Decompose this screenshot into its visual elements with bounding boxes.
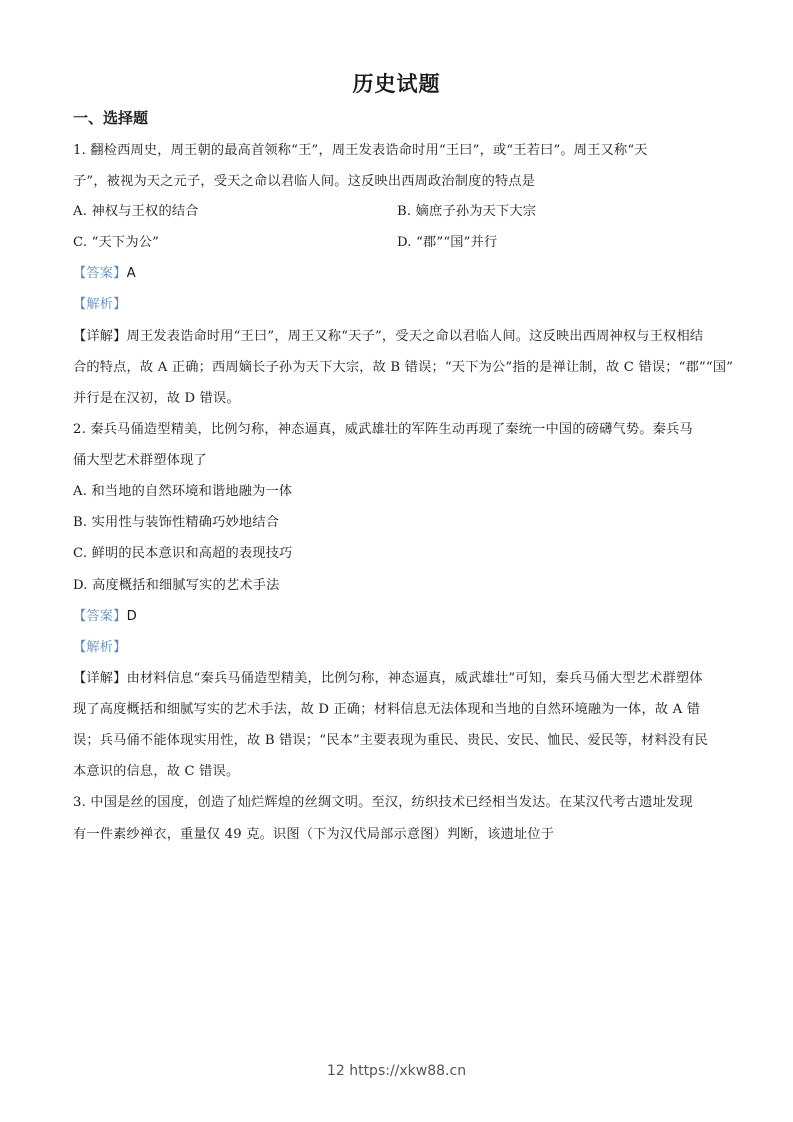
question-1-option-b: B. 嫡庶子孙为天下大宗: [397, 204, 537, 219]
answer-value: D: [126, 609, 137, 624]
section-heading: 一、选择题: [73, 109, 149, 127]
question-1-stem-line-1: 1. 翻检西周史，周王朝的最高首领称“王”，周王发表诰命时用“王曰”，或“王若曰”。周王又称“天: [73, 143, 648, 158]
page-footer: [0, 1063, 793, 1079]
question-1-detail-line-3: 并行是在汉初，故 D 错误。: [73, 391, 240, 406]
question-1-option-d: D. “郡”“国”并行: [397, 235, 498, 250]
analysis-label: 【解析】: [73, 297, 127, 312]
detail-text: 由材料信息“秦兵马俑造型精美，比例匀称，神态逼真，威武雄壮”可知，秦兵马俑大型艺术群塑体: [126, 671, 703, 686]
question-1-option-a: A. 神权与王权的结合: [73, 204, 199, 219]
question-2-option-a: A. 和当地的自然环境和谐地融为一体: [73, 484, 293, 499]
analysis-label: 【解析】: [73, 640, 127, 655]
detail-label: 【详解】: [73, 671, 127, 686]
question-1-detail-line-1: [73, 327, 723, 347]
question-2-option-b: B. 实用性与装饰性精确巧妙地结合: [73, 515, 280, 530]
question-2-stem-line-2: 俑大型艺术群塑体现了: [73, 453, 207, 468]
question-2-detail-line-4: 本意识的信息，故 C 错误。: [73, 764, 240, 779]
detail-label: 【详解】: [73, 329, 127, 344]
footer-url: https://xkw88.cn: [349, 1063, 467, 1079]
question-3-stem-line-2: 有一件素纱禅衣，重量仅 49 克。识图（下为汉代局部示意图）判断，该遗址位于: [73, 827, 555, 842]
question-1-answer: [73, 264, 723, 284]
question-2-option-c: C. 鲜明的民本意识和高超的表现技巧: [73, 546, 293, 561]
page-title: 历史试题: [352, 72, 441, 96]
question-1-detail-line-2: 合的特点，故 A 正确；西周嫡长子孙为天下大宗，故 B 错误；“天下为公”指的是禅让制，故 C 错误；“郡”“国”: [73, 360, 734, 375]
question-2-analysis-label: [73, 638, 723, 658]
question-2-detail-line-3: 误；兵马俑不能体现实用性，故 B 错误；“民本”主要表现为重民、贵民、安民、恤民、爱民等，材料没有民: [73, 733, 708, 748]
question-1-stem-line-2: 子”，被视为天之元子，受天之命以君临人间。这反映出西周政治制度的特点是: [73, 174, 536, 189]
answer-label: 【答案】: [73, 609, 127, 624]
answer-value: A: [126, 266, 136, 281]
question-1-option-c: C. “天下为公”: [73, 235, 160, 250]
question-1-analysis-label: [73, 295, 723, 315]
page-number: 12: [326, 1063, 345, 1079]
question-2-answer: [73, 607, 723, 627]
question-2-detail-line-1: [73, 669, 723, 689]
question-2-stem-line-1: 2. 秦兵马俑造型精美，比例匀称，神态逼真，威武雄壮的军阵生动再现了秦统一中国的磅礴气势。秦兵马: [73, 422, 693, 437]
answer-label: 【答案】: [73, 266, 127, 281]
question-2-option-d: D. 高度概括和细腻写实的艺术手法: [73, 578, 280, 593]
question-2-detail-line-2: 现了高度概括和细腻写实的艺术手法，故 D 正确；材料信息无法体现和当地的自然环境融为一体，故 A 错: [73, 702, 701, 717]
detail-text: 周王发表诰命时用“王曰”，周王又称“天子”，受天之命以君临人间。这反映出西周神权与王权相结: [126, 329, 704, 344]
question-3-stem-line-1: 3. 中国是丝的国度，创造了灿烂辉煌的丝绸文明。至汉，纺织技术已经相当发达。在某汉代考古遗址发现: [73, 795, 693, 810]
